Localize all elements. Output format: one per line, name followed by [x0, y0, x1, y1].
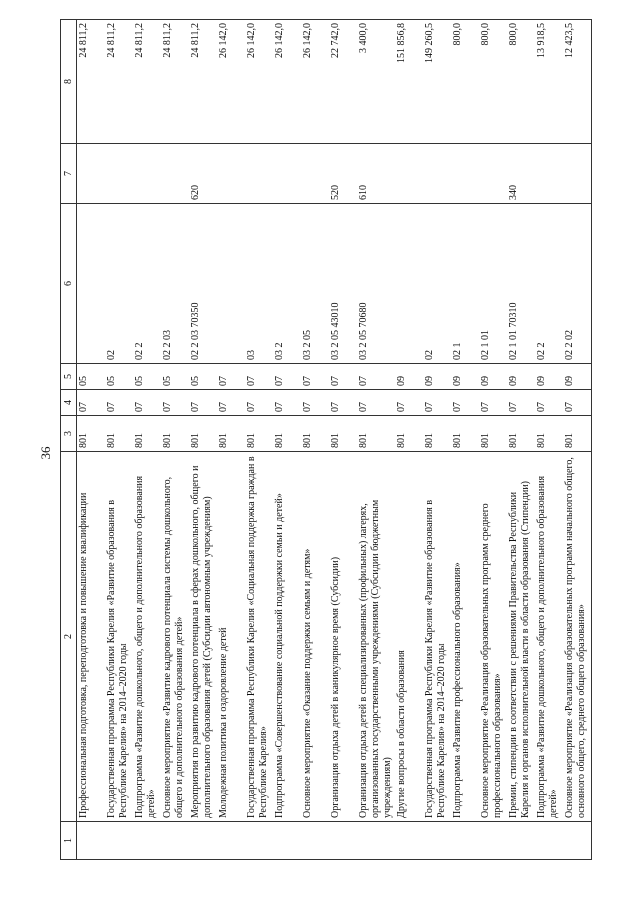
- table-cell-c3: 801: [357, 416, 395, 452]
- table-cell-c8: 3 400,0: [357, 20, 395, 144]
- table-cell-c6: 03 2 05 70680: [357, 204, 395, 364]
- table-cell-c5: 09: [535, 364, 563, 390]
- table-cell-c5: 05: [189, 364, 217, 390]
- table-cell-c8: 24 811,2: [133, 20, 161, 144]
- table-cell-c7: 610: [357, 144, 395, 204]
- table-cell-c3: 801: [245, 416, 273, 452]
- table-row: [189, 20, 217, 860]
- table-cell-c4: 07: [105, 390, 133, 416]
- table-cell-c8: 151 856,8: [395, 20, 423, 144]
- table-cell-c6: [395, 204, 423, 364]
- table-cell-c4: 07: [77, 390, 106, 416]
- table-cell-c7: [451, 144, 479, 204]
- table-row: [479, 20, 507, 860]
- table-cell-c2: Премии, стипендии в соответствии с решениями Правительства Республики Карелия и органов исполнительной власти в области образования (Стипендии): [507, 452, 535, 822]
- column-header: 5: [61, 364, 77, 390]
- table-cell-c3: 801: [329, 416, 357, 452]
- table-cell-c5: 09: [507, 364, 535, 390]
- table-row: [507, 20, 535, 860]
- table-cell-c8: 26 142,0: [245, 20, 273, 144]
- table-row: [535, 20, 563, 860]
- table-cell-c4: 07: [161, 390, 189, 416]
- table-cell-c6: [77, 204, 106, 364]
- table-cell-c6: 02 2: [133, 204, 161, 364]
- table-cell-c3: 801: [133, 416, 161, 452]
- table-cell-c8: 800,0: [451, 20, 479, 144]
- table-cell-c6: 03 2 05 43010: [329, 204, 357, 364]
- table-cell-c1: [105, 822, 133, 860]
- table-cell-c7: [245, 144, 273, 204]
- table-row: [133, 20, 161, 860]
- table-cell-c3: 801: [395, 416, 423, 452]
- table-cell-c6: 02 1 01 70310: [507, 204, 535, 364]
- table-cell-c2: Организация отдыха детей в специализированных (профильных) лагерях, организованных государственными учреждениями (Субсидии бюджетным учреждениям): [357, 452, 395, 822]
- table-cell-c1: [77, 822, 106, 860]
- table-row: [105, 20, 133, 860]
- table-cell-c2: Основное мероприятие «Оказание поддержки семьям и детям»: [301, 452, 329, 822]
- table-header-row: [61, 20, 77, 860]
- table-cell-c2: Государственная программа Республики Карелия «Социальная поддержка граждан в Республике Карелия»: [245, 452, 273, 822]
- table-cell-c2: Подпрограмма «Совершенствование социальной поддержки семьи и детей»: [273, 452, 301, 822]
- table-row: [423, 20, 451, 860]
- table-row: [563, 20, 592, 860]
- table-cell-c3: 801: [217, 416, 245, 452]
- table-row: [451, 20, 479, 860]
- table-cell-c1: [357, 822, 395, 860]
- table-cell-c7: [395, 144, 423, 204]
- table-cell-c1: [423, 822, 451, 860]
- table-cell-c5: 09: [479, 364, 507, 390]
- table-cell-c2: Основное мероприятие «Развитие кадрового потенциала системы дошкольного, общего и дополнительного образования детей»: [161, 452, 189, 822]
- table-cell-c6: 02 2: [535, 204, 563, 364]
- table-cell-c6: 02 2 02: [563, 204, 592, 364]
- table-cell-c7: [479, 144, 507, 204]
- table-row: [301, 20, 329, 860]
- table-cell-c5: 09: [423, 364, 451, 390]
- table-cell-c6: [217, 204, 245, 364]
- table-cell-c2: Профессиональная подготовка, переподготовка и повышение квалификации: [77, 452, 106, 822]
- table-cell-c5: 05: [161, 364, 189, 390]
- table-cell-c5: 09: [451, 364, 479, 390]
- table-cell-c8: 24 811,2: [105, 20, 133, 144]
- table-cell-c2: Подпрограмма «Развитие профессионального образования»: [451, 452, 479, 822]
- table-cell-c2: Другие вопросы в области образования: [395, 452, 423, 822]
- table-cell-c2: Молодежная политика и оздоровление детей: [217, 452, 245, 822]
- table-cell-c1: [507, 822, 535, 860]
- table-cell-c3: 801: [423, 416, 451, 452]
- table-cell-c1: [273, 822, 301, 860]
- table-cell-c6: 02 2 03 70350: [189, 204, 217, 364]
- table-cell-c3: 801: [105, 416, 133, 452]
- table-cell-c2: Подпрограмма «Развитие дошкольного, общего и дополнительного образования детей»: [535, 452, 563, 822]
- table-cell-c4: 07: [395, 390, 423, 416]
- table-cell-c3: 801: [161, 416, 189, 452]
- table-cell-c4: 07: [273, 390, 301, 416]
- table-cell-c2: Основное мероприятие «Реализация образовательных программ начального общего, основного общего, среднего общего образования»: [563, 452, 592, 822]
- table-cell-c3: 801: [535, 416, 563, 452]
- table-row: [357, 20, 395, 860]
- table-cell-c1: [479, 822, 507, 860]
- table-cell-c3: 801: [451, 416, 479, 452]
- table-cell-c3: 801: [77, 416, 106, 452]
- table-cell-c8: 26 142,0: [301, 20, 329, 144]
- table-cell-c5: 07: [301, 364, 329, 390]
- table-cell-c2: Подпрограмма «Развитие дошкольного, общего и дополнительного образования детей»: [133, 452, 161, 822]
- table-cell-c8: 149 260,5: [423, 20, 451, 144]
- table-cell-c8: 22 742,0: [329, 20, 357, 144]
- table-cell-c5: 09: [395, 364, 423, 390]
- table-row: [77, 20, 106, 860]
- rotated-page-content: [60, 20, 587, 860]
- table-cell-c5: 07: [329, 364, 357, 390]
- table-row: [161, 20, 189, 860]
- table-cell-c8: 24 811,2: [161, 20, 189, 144]
- column-header: 4: [61, 390, 77, 416]
- table-cell-c5: 05: [133, 364, 161, 390]
- table-cell-c7: [105, 144, 133, 204]
- table-cell-c4: 07: [189, 390, 217, 416]
- table-cell-c2: Государственная программа Республики Карелия «Развитие образования в Республике Карелия» на 2014–2020 годы: [105, 452, 133, 822]
- table-cell-c7: [535, 144, 563, 204]
- table-cell-c2: Основное мероприятие «Реализация образовательных программ среднего профессионального образования»: [479, 452, 507, 822]
- table-cell-c6: 03 2: [273, 204, 301, 364]
- table-cell-c4: 07: [301, 390, 329, 416]
- table-cell-c5: 05: [77, 364, 106, 390]
- table-cell-c5: 07: [245, 364, 273, 390]
- table-cell-c3: 801: [273, 416, 301, 452]
- table-cell-c6: 02: [105, 204, 133, 364]
- table-cell-c1: [451, 822, 479, 860]
- table-cell-c7: 620: [189, 144, 217, 204]
- table-cell-c8: 800,0: [507, 20, 535, 144]
- table-cell-c1: [535, 822, 563, 860]
- table-cell-c2: Государственная программа Республики Карелия «Развитие образования в Республике Карелия» на 2014–2020 годы: [423, 452, 451, 822]
- table-cell-c6: 02: [423, 204, 451, 364]
- column-header: 3: [61, 416, 77, 452]
- table-cell-c7: 520: [329, 144, 357, 204]
- table-cell-c5: 07: [217, 364, 245, 390]
- table-cell-c7: [301, 144, 329, 204]
- table-cell-c3: 801: [189, 416, 217, 452]
- table-cell-c4: 07: [535, 390, 563, 416]
- table-cell-c6: 03 2 05: [301, 204, 329, 364]
- table-cell-c8: 24 811,2: [189, 20, 217, 144]
- column-header: 7: [61, 144, 77, 204]
- table-cell-c4: 07: [245, 390, 273, 416]
- table-cell-c4: 07: [563, 390, 592, 416]
- table-cell-c7: [77, 144, 106, 204]
- table-cell-c5: 07: [273, 364, 301, 390]
- table-cell-c1: [245, 822, 273, 860]
- table-cell-c5: 05: [105, 364, 133, 390]
- table-cell-c3: 801: [479, 416, 507, 452]
- table-cell-c7: [273, 144, 301, 204]
- table-cell-c4: 07: [133, 390, 161, 416]
- table-cell-c4: 07: [217, 390, 245, 416]
- table-cell-c3: 801: [301, 416, 329, 452]
- table-cell-c8: 12 423,5: [563, 20, 592, 144]
- table-cell-c2: Организация отдыха детей в каникулярное время (Субсидии): [329, 452, 357, 822]
- table-cell-c1: [133, 822, 161, 860]
- table-cell-c1: [301, 822, 329, 860]
- table-cell-c4: 07: [451, 390, 479, 416]
- column-header: 1: [61, 822, 77, 860]
- table-cell-c5: 07: [357, 364, 395, 390]
- budget-table: [60, 19, 592, 860]
- table-cell-c7: [563, 144, 592, 204]
- table-cell-c1: [329, 822, 357, 860]
- table-cell-c8: 26 142,0: [273, 20, 301, 144]
- table-cell-c6: 02 2 03: [161, 204, 189, 364]
- table-cell-c8: 800,0: [479, 20, 507, 144]
- table-cell-c1: [217, 822, 245, 860]
- table-cell-c4: 07: [357, 390, 395, 416]
- table-cell-c5: 09: [563, 364, 592, 390]
- table-row: [273, 20, 301, 860]
- table-row: [329, 20, 357, 860]
- table-cell-c6: 02 1 01: [479, 204, 507, 364]
- column-header: 2: [61, 452, 77, 822]
- table-cell-c8: 26 142,0: [217, 20, 245, 144]
- column-header: 8: [61, 20, 77, 144]
- table-cell-c8: 13 918,5: [535, 20, 563, 144]
- table-cell-c4: 07: [329, 390, 357, 416]
- table-cell-c8: 24 811,2: [77, 20, 106, 144]
- table-cell-c7: [423, 144, 451, 204]
- table-cell-c1: [161, 822, 189, 860]
- table-cell-c7: 340: [507, 144, 535, 204]
- table-cell-c7: [133, 144, 161, 204]
- table-cell-c7: [217, 144, 245, 204]
- table-cell-c4: 07: [507, 390, 535, 416]
- column-header: 6: [61, 204, 77, 364]
- table-cell-c1: [189, 822, 217, 860]
- page-number: 36: [38, 446, 53, 460]
- table-cell-c7: [161, 144, 189, 204]
- table-cell-c3: 801: [563, 416, 592, 452]
- table-cell-c1: [563, 822, 592, 860]
- table-row: [217, 20, 245, 860]
- table-row: [395, 20, 423, 860]
- table-cell-c2: Мероприятия по развитию кадрового потенциала в сферах дошкольного, общего и дополнительного образования детей (Субсидии автономным учреждениям): [189, 452, 217, 822]
- table-cell-c4: 07: [479, 390, 507, 416]
- table-cell-c1: [395, 822, 423, 860]
- table-cell-c6: 02 1: [451, 204, 479, 364]
- table-cell-c4: 07: [423, 390, 451, 416]
- table-row: [245, 20, 273, 860]
- table-cell-c6: 03: [245, 204, 273, 364]
- table-cell-c3: 801: [507, 416, 535, 452]
